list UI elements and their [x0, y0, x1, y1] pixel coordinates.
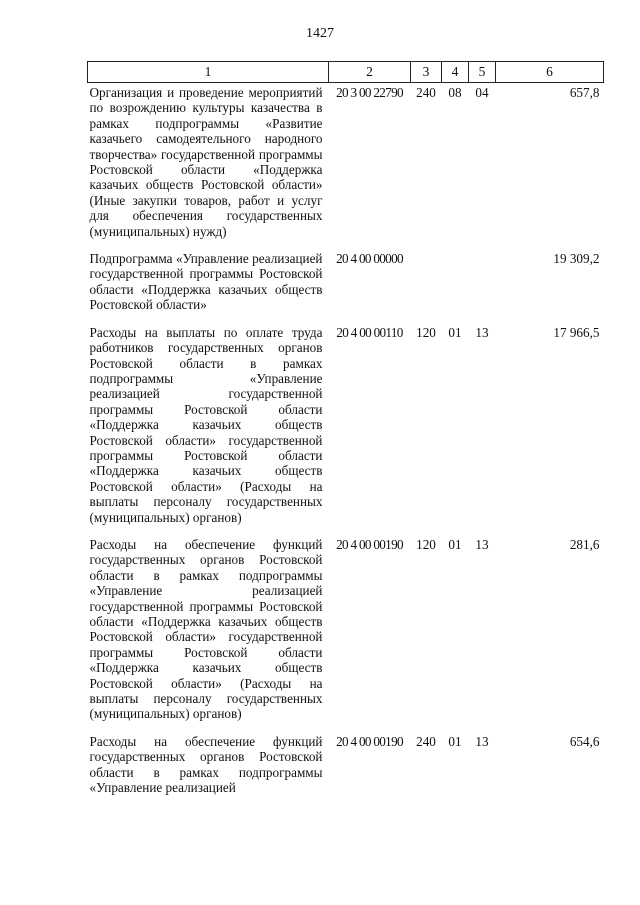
budget-table: [87, 61, 604, 805]
row-rz: 01: [448, 733, 462, 749]
table-row: [88, 535, 604, 732]
row-name: Расходы на выплаты по оплате труда работников государственных органов Ростовской области в рамках подпрограммы «Управление реализацией государственной программы Ростовской области «Поддержка казачьих обществ Ростовской области» государственной программы Ростовской области «Поддержка казачьих обществ Ростовской области» (Расходы на выплаты персоналу государственных (муниципальных) органов): [89, 324, 323, 525]
column-header-1: 1: [88, 62, 329, 83]
row-pr: 13: [475, 324, 489, 340]
column-header-5: 5: [469, 62, 496, 83]
page-number: 1427: [306, 26, 334, 41]
row-sum: 654,6: [569, 733, 600, 749]
row-name: Расходы на обеспечение функций государственных органов Ростовской области в рамках подпрограммы «Управление реализацией государственной программы Ростовской области «Поддержка казачьих обществ Ростовской области» государственной программы Ростовской области «Поддержка казачьих обществ Ростовской области» (Расходы на выплаты персоналу государственных (муниципальных) органов): [89, 536, 323, 722]
row-rz: 08: [448, 85, 462, 100]
row-code: 20 4 00 00190: [336, 536, 403, 552]
row-vr: [411, 249, 442, 323]
row-pr: [469, 249, 496, 323]
row-pr: 13: [475, 536, 489, 552]
row-sum: 281,6: [569, 536, 600, 552]
row-rz: 01: [448, 324, 462, 340]
row-vr: 240: [416, 85, 436, 100]
row-vr: 120: [416, 536, 436, 552]
row-code: 20 4 00 00110: [336, 324, 403, 340]
row-name: Подпрограмма «Управление реализацией государственной программы Ростовской области «Поддержка казачьих обществ Ростовской области»: [89, 251, 323, 313]
column-header-4: 4: [442, 62, 469, 83]
table-row: [88, 83, 604, 250]
table-header-row: [88, 62, 604, 83]
column-header-2: 2: [329, 62, 411, 83]
row-code: 20 3 00 22790: [336, 85, 403, 100]
row-vr: 120: [416, 324, 436, 340]
row-rz: 01: [448, 536, 462, 552]
row-code: 20 4 00 00000: [336, 251, 403, 267]
row-sum: 17 966,5: [553, 324, 600, 340]
table-row: [88, 732, 604, 806]
row-pr: 13: [475, 733, 489, 749]
row-sum: 19 309,2: [553, 251, 600, 267]
row-code: 20 4 00 00190: [336, 733, 403, 749]
table-row: [88, 249, 604, 323]
row-name: Расходы на обеспечение функций государственных органов Ростовской области в рамках подпрограммы «Управление реализацией: [89, 733, 323, 796]
column-header-6: 6: [496, 62, 604, 83]
row-vr: 240: [416, 733, 436, 749]
row-name: Организация и проведение мероприятий по возрождению культуры казачества в рамках подпрограммы «Развитие казачьего самодеятельного народного творчества» государственной программы Ростовской области «Поддержка казачьих обществ Ростовской области» (Иные закупки товаров, работ и услуг для обеспечения государственных (муниципальных) нужд): [89, 85, 323, 239]
column-header-3: 3: [411, 62, 442, 83]
row-rz: [442, 249, 469, 323]
row-sum: 657,8: [569, 85, 600, 100]
table-row: [88, 323, 604, 535]
row-pr: 04: [475, 85, 489, 100]
